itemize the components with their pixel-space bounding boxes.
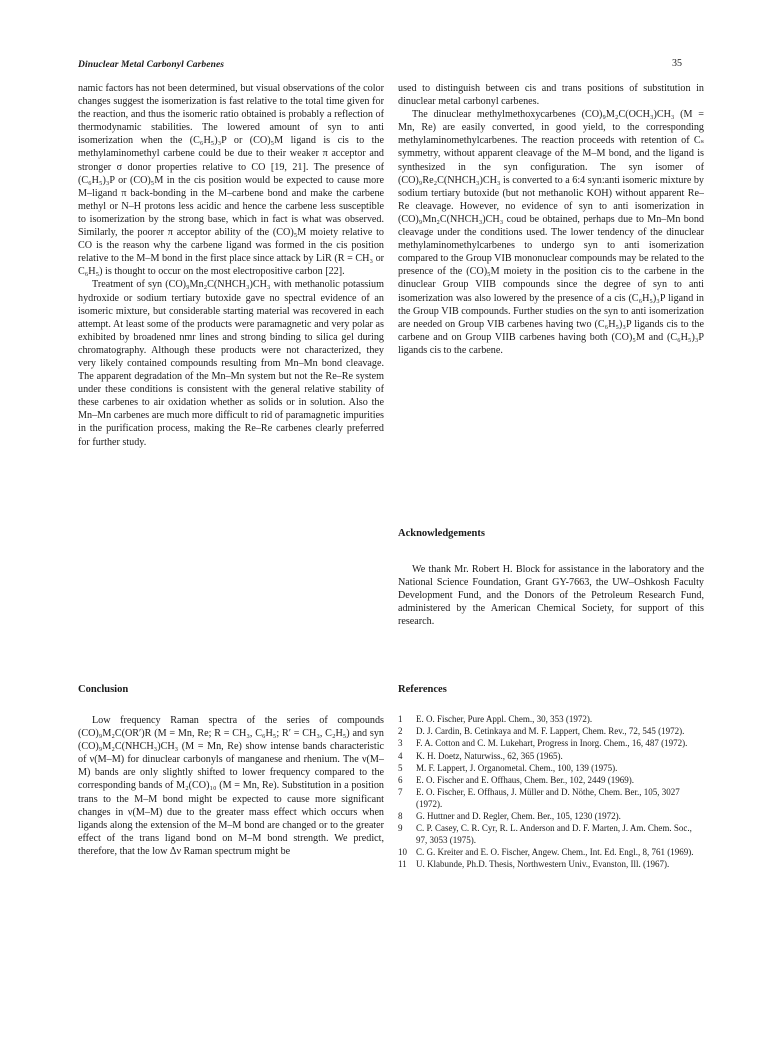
right-column — [398, 82, 704, 357]
acknowledgements-heading: Acknowledgements — [398, 528, 485, 539]
acknowledgements-text: We thank Mr. Robert H. Block for assistance in the laboratory and the National Science Foundation, Grant GY-7663, the UW–Oshkosh Faculty Development Fund, and the Donors of the Petroleum Research Fund, administered by the American Chemical Society, for support of this research. — [398, 564, 704, 628]
reference-text: D. J. Cardin, B. Cetinkaya and M. F. Lappert, Chem. Rev., 72, 545 (1972). — [416, 726, 685, 737]
acknowledgements-section — [398, 563, 704, 628]
reference-item — [398, 859, 704, 871]
reference-item — [398, 811, 704, 823]
reference-number: 10 — [398, 846, 407, 857]
reference-item — [398, 751, 704, 763]
reference-text: C. G. Kreiter and E. O. Fischer, Angew. Chem., Int. Ed. Engl., 8, 761 (1969). — [416, 846, 694, 857]
reference-text: C. P. Casey, C. R. Cyr, R. L. Anderson and D. F. Marten, J. Am. Chem. Soc., 97, 3053 (1975). — [416, 823, 692, 845]
conclusion-heading: Conclusion — [78, 684, 129, 695]
reference-item — [398, 738, 704, 750]
reference-item — [398, 787, 704, 810]
body-paragraph: The dinuclear methylmethoxycarbenes (CO)₉M₂C(OCH₃)CH₃ (M = Mn, Re) are easily converted, in good yield, to the corresponding methylaminomethylcarbenes. The reaction proceeds with retention of Cₛ symmetry, without apparent cleavage of the M–M bond, and the ligand is synthesized in the syn configuration. The syn isomer of (CO)₉Re₂C(NHCH₃)CH₃ is converted to a 6:4 syn:anti isomeric mixture by sodium tertiary butoxide (but not methanolic KOH) without apparent Re–Re cleavage. However, no evidence of syn to anti isomerization in (CO)₉Mn₂C(NHCH₃)CH₃ coud be obtained, perhaps due to Mn–Mn bond cleavage under the conditions used. The lower tendency of the dinuclear methylaminomethylcarbenes to undergo syn to anti isomerization compared to the Group VIB mononuclear compounds may be related to the presence of the (CO)₅M moiety in the position cis to the carbene in the dinuclear Group VIIB compounds since the degree of syn to anti isomerization was also lowered by the presence of a cis (C₆H₅)₃P ligand in the Group VIB compounds. Further studies on the syn to anti isomerization are needed on Group VIB carbenes having two (C₆H₅)₃P ligands cis to the carbene and on Group VIIB carbenes having both (CO)₅M and (C₆H₅)₃P ligands cis to the carbene. — [398, 109, 704, 356]
references-heading: References — [398, 684, 447, 695]
reference-number: 8 — [398, 810, 403, 821]
reference-text: E. O. Fischer and E. Offhaus, Chem. Ber., 102, 2449 (1969). — [416, 774, 635, 785]
reference-text: G. Huttner and D. Regler, Chem. Ber., 105, 1230 (1972). — [416, 810, 621, 821]
conclusion-text: Low frequency Raman spectra of the series of compounds (CO)₉M₂C(OR′)R (M = Mn, Re; R = CH₃, C₆H₅; R′ = CH₃, C₂H₅) and syn (CO)₉M₂C(NHCH₃)CH₃ (M = Mn, Re) show intense bands characteristic of ν(M–M) for dinuclear carbonyls of manganese and rhenium. The ν(M–M) bands are only slightly shifted to lower frequency compared to the corresponding bands of M₂(CO)₁₀ (M = Mn, Re). Substitution in a position trans to the M–M bond might be expected to cause more significant changes in ν(M–M) due to the greater mass effect which occurs when ligands along the extension of the M–M bond are changed or to the greater effect of the trans ligand bond on M–M bond strength. We predict, therefore, that the low Δν Raman spectrum might be — [78, 715, 384, 857]
reference-number: 4 — [398, 750, 403, 761]
reference-item — [398, 763, 704, 775]
reference-number: 2 — [398, 726, 403, 737]
body-paragraph: used to distinguish between cis and trans positions of substitution in dinuclear metal carbonyl carbenes. — [398, 83, 704, 108]
reference-number: 3 — [398, 738, 403, 749]
reference-text: U. Klabunde, Ph.D. Thesis, Northwestern Univ., Evanston, Ill. (1967). — [416, 859, 670, 870]
conclusion-section — [78, 714, 384, 858]
reference-number: 1 — [398, 714, 403, 724]
references-list — [398, 714, 704, 871]
reference-item — [398, 847, 704, 859]
reference-number: 11 — [398, 859, 407, 870]
reference-item — [398, 775, 704, 787]
reference-number: 7 — [398, 787, 403, 798]
reference-item — [398, 726, 704, 738]
left-column — [78, 82, 384, 449]
reference-text: E. O. Fischer, E. Offhaus, J. Müller and D. Nöthe, Chem. Ber., 105, 3027 (1972). — [416, 787, 680, 809]
running-title: Dinuclear Metal Carbonyl Carbenes — [78, 60, 225, 70]
reference-number: 9 — [398, 823, 403, 834]
reference-number: 5 — [398, 762, 403, 773]
reference-text: E. O. Fischer, Pure Appl. Chem., 30, 353 (1972). — [416, 714, 593, 724]
reference-text: M. F. Lappert, J. Organometal. Chem., 100, 139 (1975). — [416, 762, 618, 773]
page-number: 35 — [672, 58, 682, 69]
reference-item — [398, 823, 704, 846]
reference-text: K. H. Doetz, Naturwiss., 62, 365 (1965). — [416, 750, 563, 761]
body-paragraph: Treatment of syn (CO)₉Mn₂C(NHCH₃)CH₃ with methanolic potassium hydroxide or sodium tertiary butoxide gave no spectral evidence of an isomeric mixture, but considerable starting material was recovered in each attempt. At least some of the products were paramagnetic and very polar as exhibited by broadened nmr lines and strong binding to silica gel during chromatography. Although these products were not characterized, they very likely contained compounds resulting from Mn–Mn bond cleavage. The apparent degradation of the Mn–Mn system but not the Re–Re system under these conditions is consistent with the general relative stability of these carbenes to air oxidation whether as solids or in solution. Also the Mn–Mn carbenes are much more difficult to rid of paramagnetic impurities in the purification process, making the Re–Re carbenes clearly preferred for further study. — [78, 279, 384, 448]
body-paragraph: namic factors has not been determined, but visual observations of the color changes suggest the isomerization is fast relative to the total time given for the reaction, and thus the isomeric ratio obtained is probably a reflection of thermodynamic stabilities. The lowered amount of syn to anti isomerization when the (C₆H₅)₃P or (CO)₅M ligand is cis to the methylaminomethyl carbene could be due to their weaker π acceptor and stronger σ donor properties relative to CO [19, 21]. The presence of (C₆H₅)₃P or (CO)₅M in the cis position would be expected to cause more M–ligand π back-bonding in the M–carbene bond and make the carbene methyl or N–H protons less acidic and hence the carbene less susceptible to isomerization by the strong base, which in fact is what was observed. Similarly, the poorer π acceptor ability of the (CO)₅M moiety relative to CO is the reason why the carbene ligand was formed in the cis position relative to the M–M bond in the first place since attack by LiR (R = CH₃ or C₆H₅) is thought to occur on the most electropositive carbon [22]. — [78, 83, 384, 278]
reference-item — [398, 714, 704, 726]
reference-number: 6 — [398, 774, 403, 785]
reference-text: F. A. Cotton and C. M. Lukehart, Progress in Inorg. Chem., 16, 487 (1972). — [416, 738, 688, 749]
